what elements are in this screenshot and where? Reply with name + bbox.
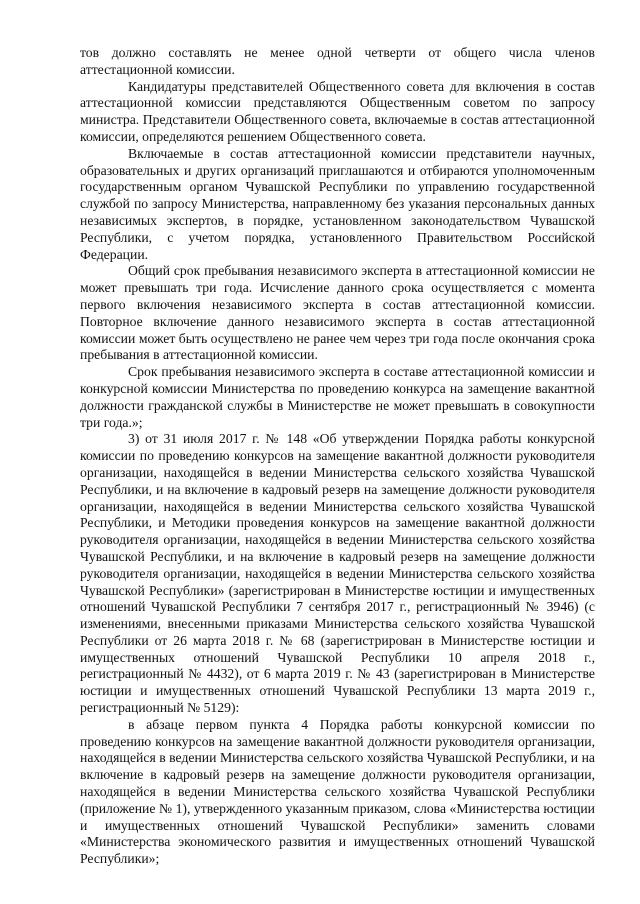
paragraph-expert-term: Общий срок пребывания независимого эксперта в аттестационной комиссии не может превышать три года. Исчисление данного срока осуществляется с момента первого включения независимого эксперта в состав аттестационной комиссии. Повторное включение данного независимого эксперта в состав аттестационной комиссии может быть осуществлено не ранее чем через три года после окончания срока пребывания в аттестационной комиссии. (80, 263, 595, 363)
paragraph-combined-term: Срок пребывания независимого эксперта в составе аттестационной комиссии и конкурсной комиссии Министерства по проведению конкурса на замещение вакантной должности гражданской службы в Министерстве не может превышать в совокупности три года.»; (80, 364, 595, 430)
paragraph-amendment: в абзаце первом пункта 4 Порядка работы конкурсной комиссии по проведению конкурсов на замещение вакантной должности руководителя организации, находящейся в ведении Министерства сельского хозяйства Чувашской Республики, и на включение в кадровый резерв на замещение должности руководителя организации, находящейся в ведении Министерства сельского хозяйства Чувашской Республики (приложение № 1), утвержденного указанным приказом, слова «Министерства юстиции и имущественных отношений Чувашской Республики» заменить словами «Министерства экономического развития и имущественных отношений Чувашской Республики»; (80, 716, 595, 867)
paragraph-independent-experts: Включаемые в состав аттестационной комиссии представители научных, образовательных и других организаций приглашаются и отбираются уполномоченным государственным органом Чувашской Республики по управлению государственной службой по запросу Министерства, направленному без указания персональных данных независимых экспертов, в порядке, установленном законодательством Чувашской Республики, с учетом порядка, установленного Правительством Российской Федерации. (80, 145, 595, 262)
paragraph-order-148: 3) от 31 июля 2017 г. № 148 «Об утверждении Порядка работы конкурсной комиссии по проведению конкурсов на замещение вакантной должности руководителя организации, находящейся в ведении Министерства сельского хозяйства Чувашской Республики, и на включение в кадровый резерв на замещение должности руководителя организации, находящейся в ведении Министерства сельского хозяйства Чувашской Республики, и Методики проведения конкурсов на замещение вакантной должности руководителя организации, находящейся в ведении Министерства сельского хозяйства Чувашской Республики, и на включение в кадровый резерв на замещение должности руководителя организации, находящейся в ведении Министерства сельского хозяйства Чувашской Республики» (зарегистрирован в Министерстве юстиции и имущественных отношений Чувашской Республики 7 сентября 2017 г., регистрационный № 3946) (с изменениями, внесенными приказами Министерства сельского хозяйства Чувашской Республики от 26 марта 2018 г. № 68 (зарегистрирован в Министерстве юстиции и имущественных отношений Чувашской Республики 10 апреля 2018 г., регистрационный № 4432), от 6 марта 2019 г. № 43 (зарегистрирован в Министерстве юстиции и имущественных отношений Чувашской Республики 13 марта 2019 г., регистрационный № 5129): (80, 431, 595, 716)
paragraph-continuation: тов должно составлять не менее одной четверти от общего числа членов аттестационной комиссии. (80, 45, 595, 77)
document-page (80, 45, 595, 868)
paragraph-public-council: Кандидатуры представителей Общественного совета для включения в состав аттестационной комиссии представляются Общественным советом по запросу министра. Представители Общественного совета, включаемые в состав аттестационной комиссии, определяются решением Общественного совета. (80, 78, 595, 144)
